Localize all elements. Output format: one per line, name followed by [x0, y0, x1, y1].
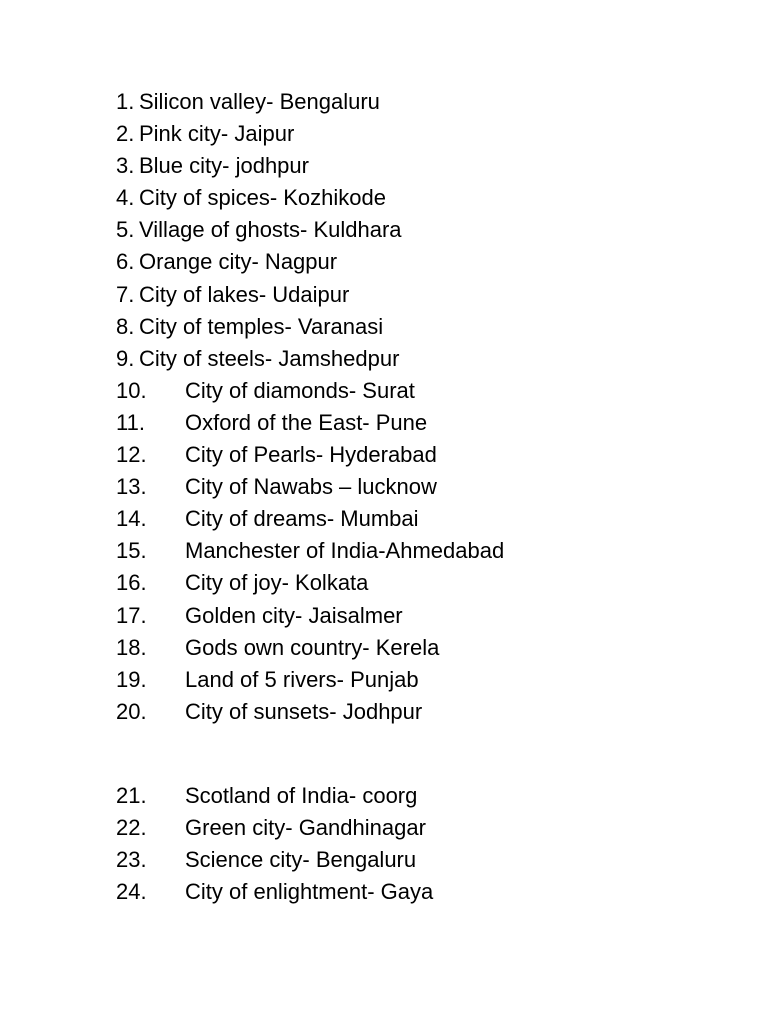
- item-number: 18.: [116, 634, 147, 660]
- item-number: 9.: [116, 345, 135, 371]
- item-text: Oxford of the East- Pune: [185, 409, 428, 435]
- item-number: 6.: [116, 249, 135, 275]
- list-item: [116, 471, 736, 503]
- item-text: City of steels- Jamshedpur: [139, 345, 400, 371]
- item-text: City of joy- Kolkata: [185, 570, 369, 596]
- item-number: 4.: [116, 185, 135, 211]
- item-number: 24.: [116, 879, 147, 905]
- item-number: 21.: [116, 782, 147, 808]
- item-number: 16.: [116, 570, 147, 596]
- item-number: 22.: [116, 814, 147, 840]
- item-text: Blue city- jodhpur: [139, 153, 309, 179]
- list-item: [116, 780, 736, 812]
- item-text: City of spices- Kozhikode: [139, 185, 386, 211]
- list-item: [116, 876, 736, 908]
- item-text: Land of 5 rivers- Punjab: [185, 666, 419, 692]
- item-text: City of diamonds- Surat: [185, 377, 415, 403]
- item-number: 11.: [116, 409, 145, 435]
- item-text: Village of ghosts- Kuldhara: [139, 217, 402, 243]
- item-number: 10.: [116, 377, 147, 403]
- item-number: 8.: [116, 313, 135, 339]
- list-item: [116, 503, 736, 535]
- item-text: Silicon valley- Bengaluru: [139, 89, 380, 114]
- item-text: Pink city- Jaipur: [139, 121, 295, 147]
- list-item: [116, 150, 736, 182]
- list-item: [116, 118, 736, 150]
- item-number: 5.: [116, 217, 135, 243]
- item-number: 3.: [116, 153, 135, 179]
- list-item: [116, 664, 736, 696]
- item-number: 1.: [116, 89, 135, 114]
- item-text: Gods own country- Kerela: [185, 634, 440, 660]
- item-number: 19.: [116, 666, 147, 692]
- item-text: Golden city- Jaisalmer: [185, 602, 403, 628]
- list-item: [116, 214, 736, 246]
- list-item: [116, 343, 736, 375]
- item-text: City of Nawabs – lucknow: [185, 474, 437, 500]
- item-text: City of enlightment- Gaya: [185, 879, 434, 905]
- list-item: [116, 439, 736, 471]
- list-item: [116, 246, 736, 278]
- item-text: Science city- Bengaluru: [185, 847, 417, 873]
- item-number: 15.: [116, 538, 147, 564]
- list-item: [116, 844, 736, 876]
- item-number: 14.: [116, 506, 147, 532]
- list-item: [116, 375, 736, 407]
- item-text: City of lakes- Udaipur: [139, 281, 350, 307]
- item-number: 17.: [116, 602, 147, 628]
- blank-line: [116, 728, 736, 780]
- item-number: 20.: [116, 698, 147, 724]
- item-text: City of sunsets- Jodhpur: [185, 698, 423, 724]
- numbered-list: [116, 86, 736, 908]
- list-item: [116, 535, 736, 567]
- item-number: 13.: [116, 474, 147, 500]
- list-item: [116, 86, 736, 118]
- item-text: City of dreams- Mumbai: [185, 506, 419, 532]
- list-item: [116, 567, 736, 599]
- item-text: City of temples- Varanasi: [139, 313, 384, 339]
- item-text: Scotland of India- coorg: [185, 782, 418, 808]
- list-item: [116, 407, 736, 439]
- item-number: 23.: [116, 847, 147, 873]
- list-item: [116, 696, 736, 728]
- item-text: Manchester of India-Ahmedabad: [185, 538, 505, 564]
- item-text: Orange city- Nagpur: [139, 249, 338, 275]
- item-number: 2.: [116, 121, 135, 147]
- list-item: [116, 311, 736, 343]
- list-item: [116, 279, 736, 311]
- item-text: Green city- Gandhinagar: [185, 814, 426, 840]
- item-text: City of Pearls- Hyderabad: [185, 442, 437, 468]
- item-number: 12.: [116, 442, 147, 468]
- list-item: [116, 812, 736, 844]
- list-item: [116, 600, 736, 632]
- list-item: [116, 182, 736, 214]
- item-number: 7.: [116, 281, 135, 307]
- list-item: [116, 632, 736, 664]
